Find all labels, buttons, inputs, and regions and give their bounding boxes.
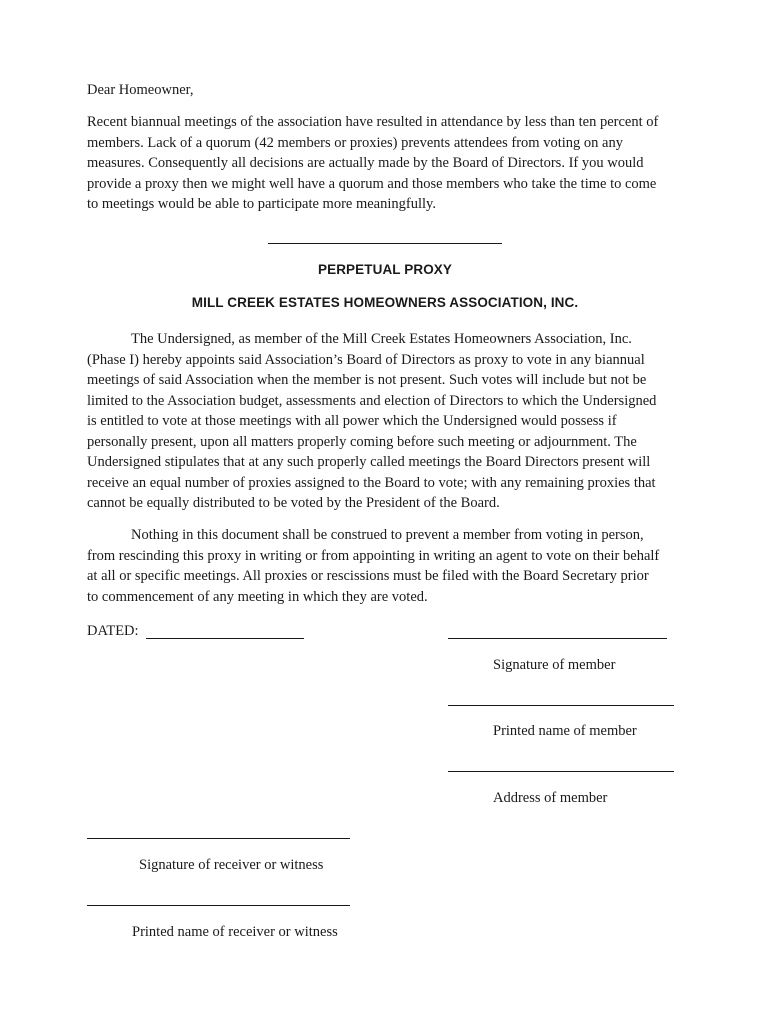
paragraph-line: Nothing in this document shall be construed to prevent a member from voting in person, (131, 527, 644, 543)
paragraph-line: (Phase I) hereby appoints said Association’s Board of Directors as proxy to vote in any biannual (87, 351, 645, 368)
paragraph-line: receive an equal number of proxies assigned to the Board to vote; with any remaining proxies that (87, 474, 656, 491)
witness-signature-label: Signature of receiver or witness (139, 857, 324, 873)
witness-printed-name-line[interactable] (87, 905, 350, 906)
letter-line: members. Lack of a quorum (42 members or proxies) prevents attendees from voting on any (87, 134, 623, 151)
paragraph-line: cannot be equally distributed to be voted by the President of the Board. (87, 495, 500, 511)
dated-label: DATED: (87, 623, 139, 639)
witness-signature-line[interactable] (87, 838, 350, 839)
letter-line: to meetings would be able to participate more meaningfully. (87, 196, 436, 212)
paragraph-line: personally present, upon all matters properly coming before such meeting or adjournment. The (87, 433, 637, 450)
printed-name-line[interactable] (448, 705, 674, 706)
paragraph-line: from rescinding this proxy in writing or from appointing in writing an agent to vote on their behalf (87, 547, 660, 564)
proxy-title: PERPETUAL PROXY (317, 262, 453, 277)
paragraph-line: is entitled to vote at those meetings with all power which the Undersigned would possess if (87, 413, 617, 429)
member-signature-line[interactable] (448, 638, 667, 639)
letter-line: provide a proxy then we might well have a quorum and those members who take the time to come (87, 175, 657, 192)
paragraph-line: meetings of said Association when the member is not present. Such votes will include but not be (87, 372, 647, 388)
paragraph-line: The Undersigned, as member of the Mill Creek Estates Homeowners Association, Inc. (131, 331, 632, 347)
printed-name-label: Printed name of member (493, 723, 637, 739)
paragraph-line: limited to the Association budget, assessments and election of Directors to which the Undersigned (87, 392, 657, 409)
paragraph-line: to commencement of any meeting in which they are voted. (87, 588, 428, 605)
dated-line[interactable] (146, 638, 304, 639)
letter-body (87, 112, 683, 215)
salutation: Dear Homeowner, (87, 82, 194, 98)
address-line[interactable] (448, 771, 674, 772)
paragraph-line: at all or specific meetings. All proxies or rescissions must be filed with the Board Secretary prior (87, 568, 649, 584)
paragraph-line: Undersigned stipulates that at any such properly called meetings the Board Directors present will (87, 454, 651, 470)
letter-line: measures. Consequently all decisions are actually made by the Board of Directors. If you would (87, 155, 644, 171)
address-label: Address of member (493, 790, 608, 806)
proxy-paragraph-1 (87, 329, 681, 514)
member-signature-label: Signature of member (493, 657, 616, 673)
proxy-paragraph-2 (87, 525, 681, 607)
witness-printed-name-label: Printed name of receiver or witness (132, 924, 338, 940)
association-name: MILL CREEK ESTATES HOMEOWNERS ASSOCIATION, INC. (191, 295, 579, 310)
letter-line: Recent biannual meetings of the association have resulted in attendance by less than ten percent of (87, 114, 659, 130)
section-divider (268, 243, 502, 244)
